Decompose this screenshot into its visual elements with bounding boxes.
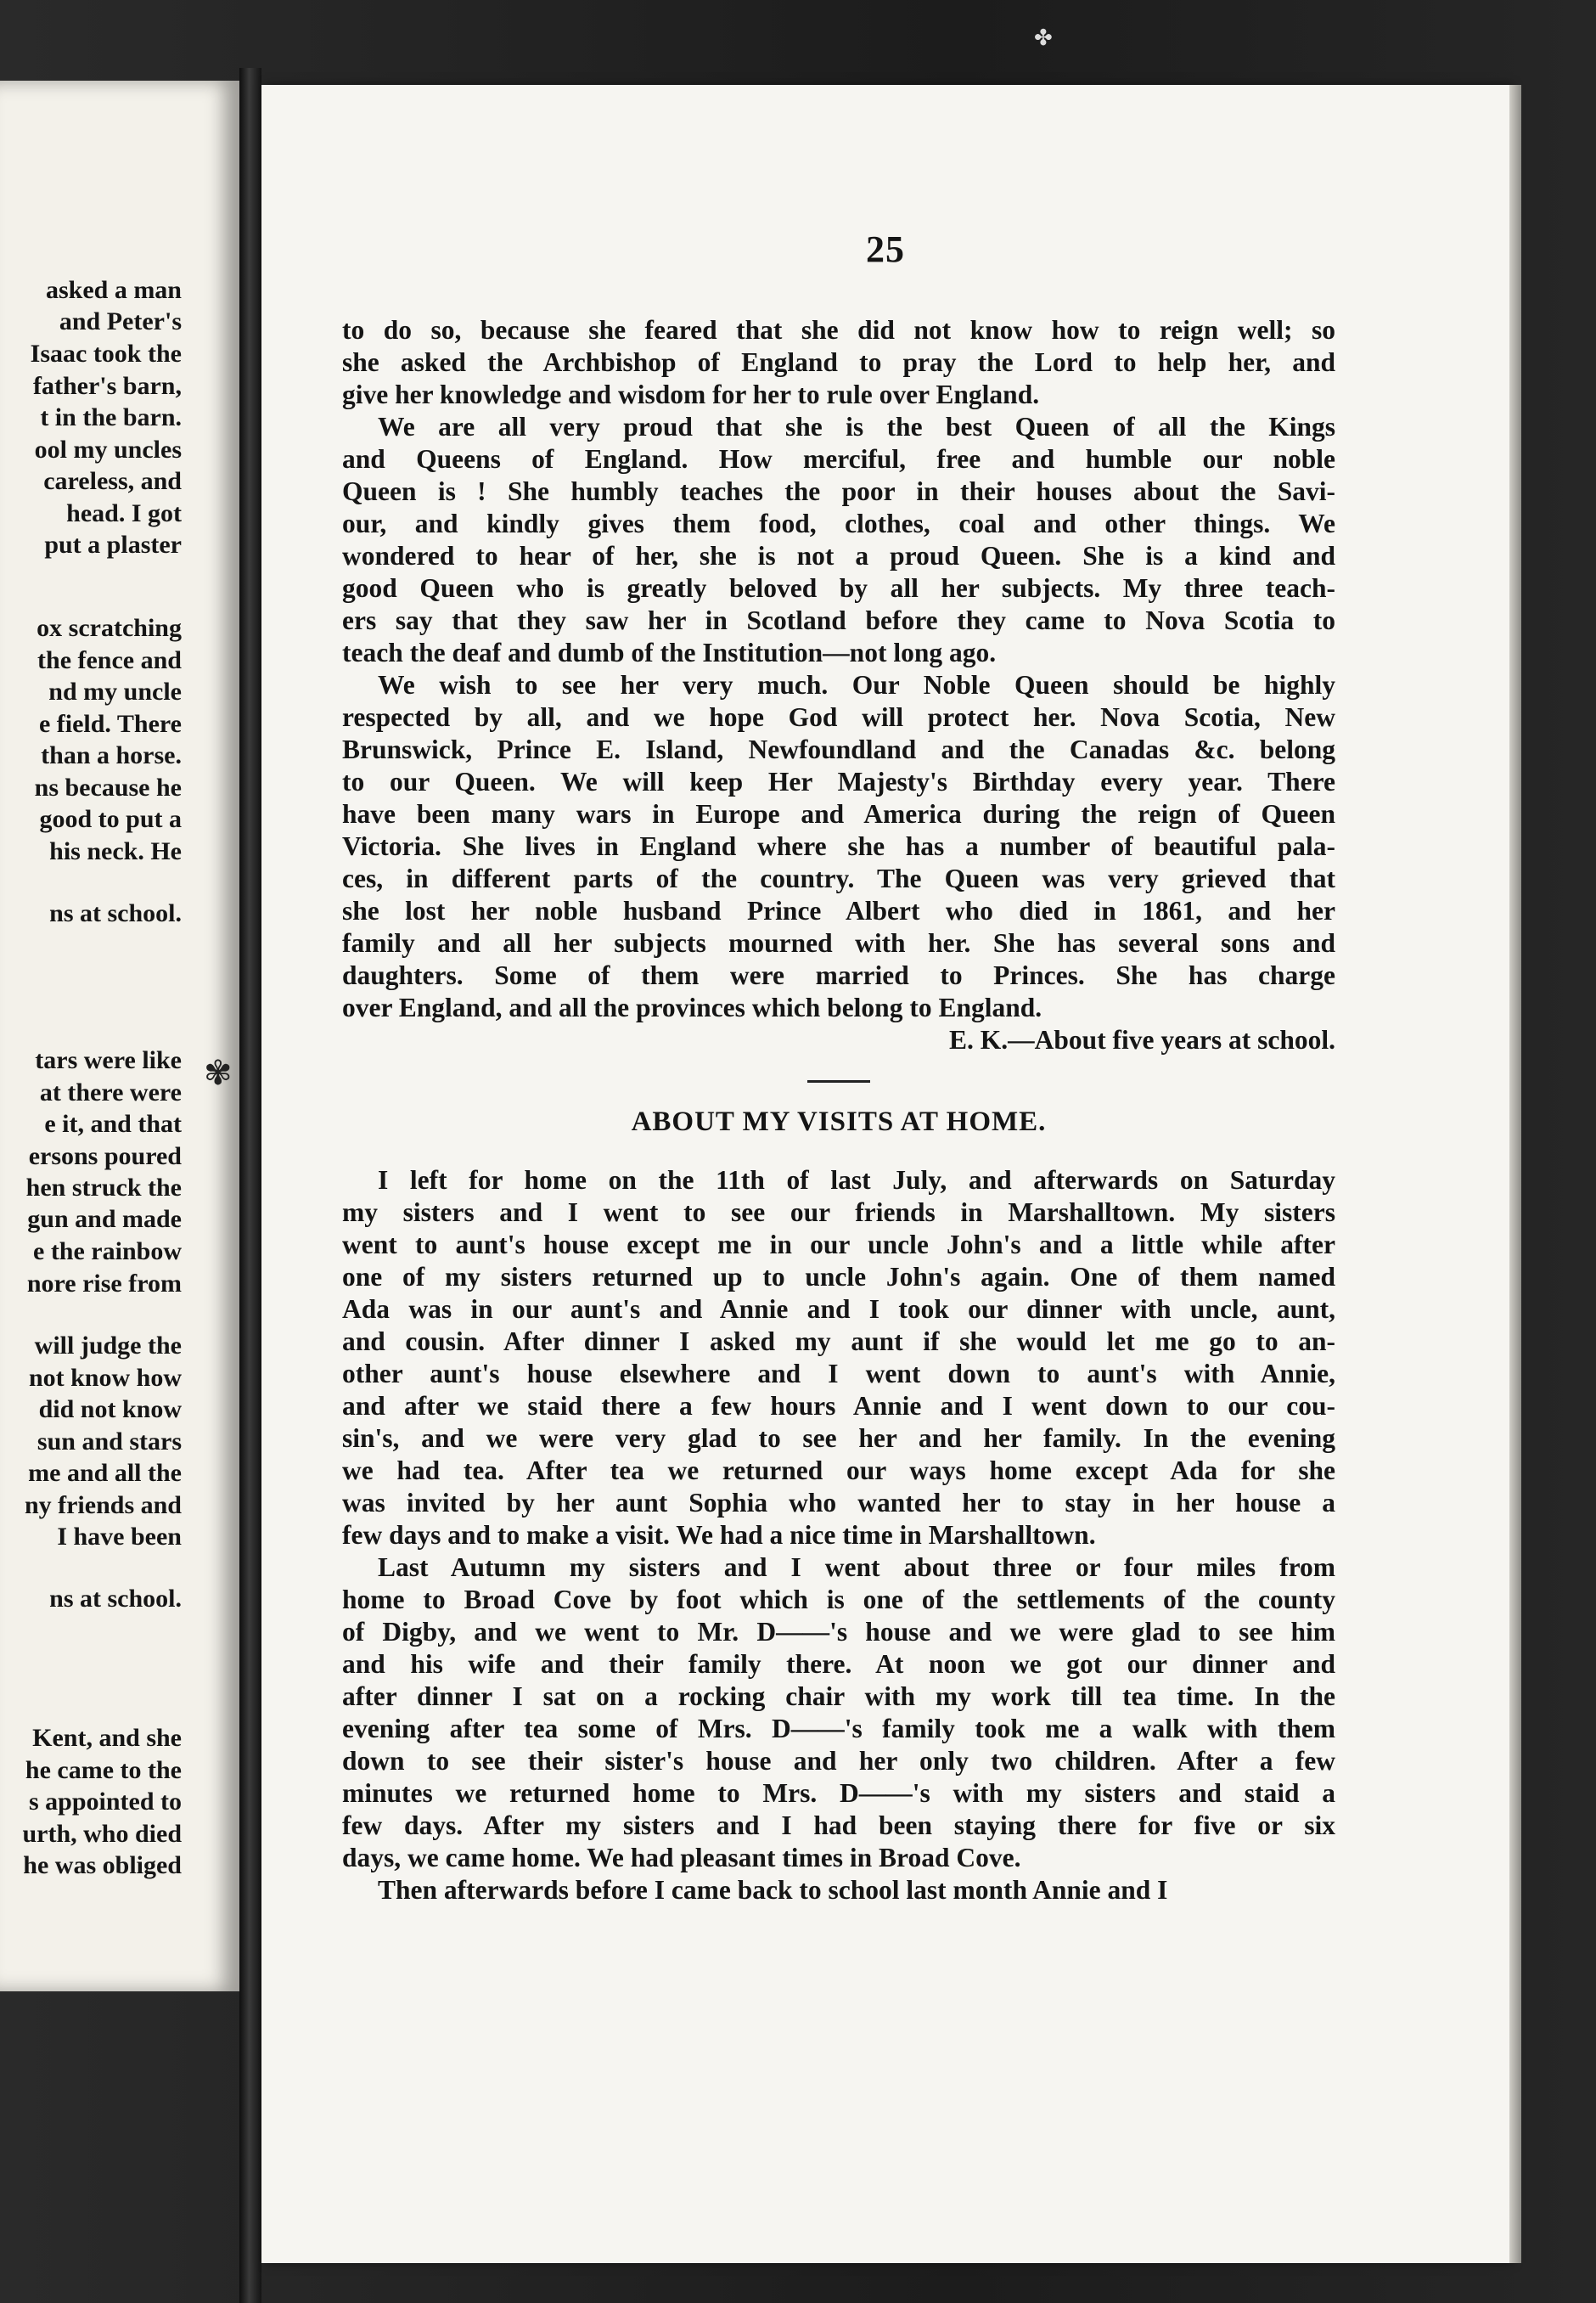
text-line: and after we staid there a few hours Annie and I went down to our cou- xyxy=(342,1391,1335,1421)
text-line: we had tea. After tea we returned our ways home except Ada for she xyxy=(342,1456,1335,1485)
previous-page-line: Kent, and she xyxy=(32,1724,182,1752)
text-line: Victoria. She lives in England where she has a number of beautiful pala- xyxy=(342,831,1335,861)
text-line: over England, and all the provinces which belong to England. xyxy=(342,993,1042,1022)
text-line: and his wife and their family there. At noon we got our dinner and xyxy=(342,1649,1335,1679)
text-line: to do so, because she feared that she did not know how to reign well; so xyxy=(342,315,1335,345)
previous-page-line: his neck. He xyxy=(49,837,182,865)
text-line: down to see their sister's house and her only two children. After a few xyxy=(342,1746,1335,1776)
text-line: my sisters and I went to see our friends in Marshalltown. My sisters xyxy=(342,1197,1335,1227)
text-line: she asked the Archbishop of England to pray the Lord to help her, and xyxy=(342,347,1335,377)
signature: E. K.—About five years at school. xyxy=(949,1025,1335,1055)
previous-page-line: t in the barn. xyxy=(40,403,182,431)
text-line: daughters. Some of them were married to Princes. She has charge xyxy=(342,960,1335,990)
text-line: few days and to make a visit. We had a nice time in Marshalltown. xyxy=(342,1520,1096,1550)
text-line: family and all her subjects mourned with her. She has several sons and xyxy=(342,928,1335,958)
text-line: few days. After my sisters and I had been staying there for five or six xyxy=(342,1810,1335,1840)
text-line: wondered to hear of her, she is not a proud Queen. She is a kind and xyxy=(342,541,1335,571)
previous-page-line: ny friends and xyxy=(24,1491,182,1519)
previous-page-line: will judge the xyxy=(34,1332,182,1360)
previous-page-line: ox scratching xyxy=(37,614,182,642)
previous-page-line: e field. There xyxy=(38,710,182,738)
text-line: evening after tea some of Mrs. D——'s family took me a walk with them xyxy=(342,1714,1335,1743)
page-number: 25 xyxy=(866,228,905,270)
previous-page-line: me and all the xyxy=(28,1459,182,1487)
previous-page xyxy=(0,81,239,1991)
text-line: sin's, and we were very glad to see her and her family. In the evening xyxy=(342,1423,1335,1453)
text-line: and Queens of England. How merciful, free and humble our noble xyxy=(342,444,1335,474)
text-line: have been many wars in Europe and America during the reign of Queen xyxy=(342,799,1335,829)
article-heading: ABOUT MY VISITS AT HOME. xyxy=(631,1106,1047,1137)
text-line: respected by all, and we hope God will protect her. Nova Scotia, New xyxy=(342,702,1335,732)
previous-page-line: hen struck the xyxy=(25,1174,182,1202)
text-line: ers say that they saw her in Scotland before they came to Nova Scotia to xyxy=(342,605,1335,635)
previous-page-line: did not know xyxy=(38,1395,182,1423)
text-line: after dinner I sat on a rocking chair with my work till tea time. In the xyxy=(342,1681,1335,1711)
previous-page-line: Isaac took the xyxy=(30,340,182,368)
text-line: Last Autumn my sisters and I went about three or four miles from xyxy=(378,1552,1335,1582)
page-text xyxy=(342,314,1335,1906)
speck-mark-icon: ✤ xyxy=(1034,25,1053,50)
previous-page-line: nd my uncle xyxy=(48,678,182,706)
previous-page-line: ns at school. xyxy=(49,1585,182,1613)
article-queen xyxy=(342,314,1335,1024)
previous-page-line: e it, and that xyxy=(44,1110,182,1138)
text-line: Ada was in our aunt's and Annie and I took our dinner with uncle, aunt, xyxy=(342,1294,1335,1324)
section-divider xyxy=(807,1080,870,1083)
article-visits xyxy=(342,1164,1335,1906)
text-line: she lost her noble husband Prince Albert who died in 1861, and her xyxy=(342,896,1335,926)
text-line: one of my sisters returned up to uncle John's again. One of them named xyxy=(342,1262,1335,1292)
previous-page-line: at there were xyxy=(39,1078,182,1106)
text-line: our, and kindly gives them food, clothes, coal and other things. We xyxy=(342,509,1335,538)
text-line: We are all very proud that she is the best Queen of all the Kings xyxy=(378,412,1335,442)
previous-page-line: e the rainbow xyxy=(33,1237,182,1265)
previous-page-line: he was obliged xyxy=(23,1851,182,1879)
ink-blot-icon: ✾ xyxy=(204,1054,233,1092)
text-line: We wish to see her very much. Our Noble Queen should be highly xyxy=(378,670,1335,700)
book-gutter xyxy=(239,68,261,2303)
text-line: went to aunt's house except me in our uncle John's and a little while after xyxy=(342,1230,1335,1259)
previous-page-line: ns at school. xyxy=(49,899,182,927)
previous-page-line: the fence and xyxy=(37,646,182,674)
previous-page-line: ool my uncles xyxy=(34,436,182,464)
previous-page-line: father's barn, xyxy=(33,372,182,400)
previous-page-line: tars were like xyxy=(35,1046,182,1074)
text-line: of Digby, and we went to Mr. D——'s house and we were glad to see him xyxy=(342,1617,1335,1647)
text-line: minutes we returned home to Mrs. D——'s with my sisters and staid a xyxy=(342,1778,1335,1808)
previous-page-line: urth, who died xyxy=(22,1820,182,1848)
text-line: Brunswick, Prince E. Island, Newfoundland and the Canadas &c. belong xyxy=(342,735,1335,764)
text-line: Queen is ! She humbly teaches the poor in their houses about the Savi- xyxy=(342,476,1335,506)
text-line: days, we came home. We had pleasant times in Broad Cove. xyxy=(342,1843,1021,1872)
previous-page-line: ns because he xyxy=(34,774,182,802)
previous-page-line: I have been xyxy=(57,1523,182,1551)
text-line: to our Queen. We will keep Her Majesty's Birthday every year. There xyxy=(342,767,1335,797)
previous-page-line: put a plaster xyxy=(44,531,182,559)
previous-page-line: good to put a xyxy=(39,805,182,833)
previous-page-line: careless, and xyxy=(43,467,182,495)
previous-page-line: than a horse. xyxy=(41,741,182,769)
previous-page-line: not know how xyxy=(28,1364,182,1392)
previous-page-line: and Peter's xyxy=(59,307,182,335)
previous-page-line: ersons poured xyxy=(28,1142,182,1170)
text-line: was invited by her aunt Sophia who wanted her to stay in her house a xyxy=(342,1488,1335,1518)
text-line: home to Broad Cove by foot which is one of the settlements of the county xyxy=(342,1585,1335,1614)
text-line: good Queen who is greatly beloved by all her subjects. My three teach- xyxy=(342,573,1335,603)
text-line: and cousin. After dinner I asked my aunt if she would let me go to an- xyxy=(342,1326,1335,1356)
previous-page-line: head. I got xyxy=(66,499,182,527)
text-line: give her knowledge and wisdom for her to rule over England. xyxy=(342,380,1040,409)
previous-page-line: he came to the xyxy=(25,1756,182,1784)
page-edge xyxy=(1509,85,1521,2263)
previous-page-line: gun and made xyxy=(27,1205,182,1233)
previous-page-line: nore rise from xyxy=(26,1270,182,1298)
previous-page-line: sun and stars xyxy=(37,1427,182,1456)
previous-page-line: s appointed to xyxy=(28,1788,182,1816)
text-line: teach the deaf and dumb of the Institution—not long ago. xyxy=(342,638,997,667)
text-line: I left for home on the 11th of last July, and afterwards on Saturday xyxy=(378,1165,1335,1195)
text-line: ces, in different parts of the country. The Queen was very grieved that xyxy=(342,864,1335,893)
text-line: other aunt's house elsewhere and I went down to aunt's with Annie, xyxy=(342,1359,1335,1388)
book-page xyxy=(261,85,1509,2263)
text-line: Then afterwards before I came back to school last month Annie and I xyxy=(378,1875,1168,1905)
previous-page-line: asked a man xyxy=(45,276,182,304)
